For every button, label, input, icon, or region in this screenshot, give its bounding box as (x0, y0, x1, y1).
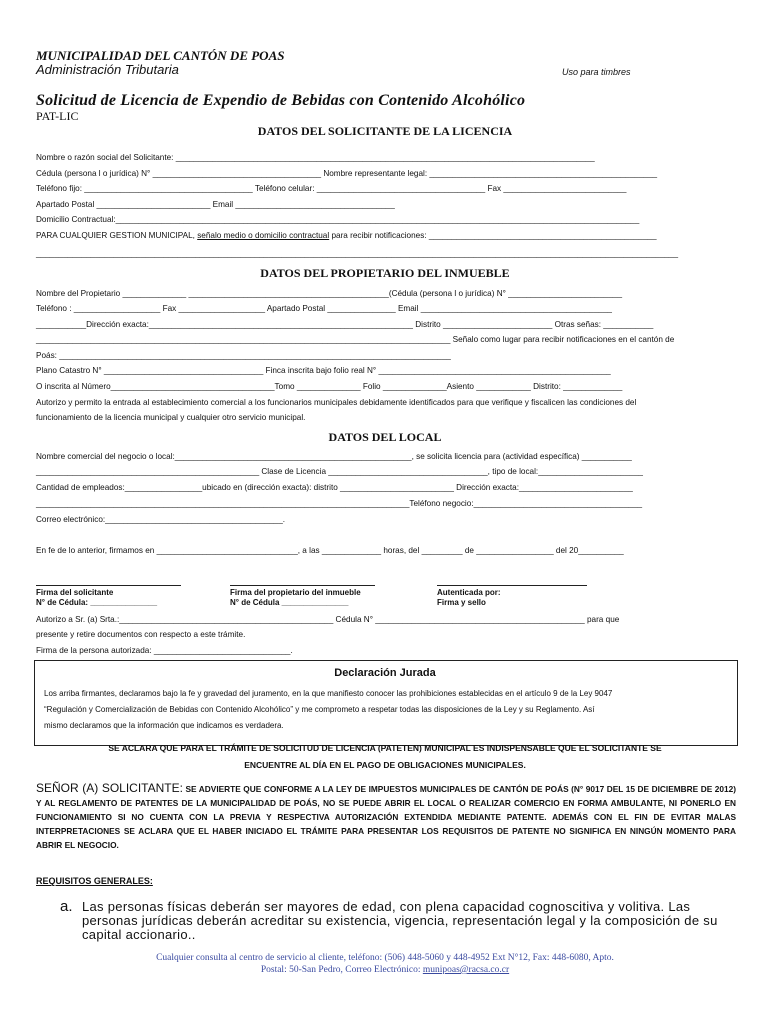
signature-line-applicant[interactable] (36, 585, 181, 586)
form-code: PAT-LIC (36, 109, 79, 123)
authorization-text-2: funcionamiento de la licencia municipal y cualquier otro servicio municipal. (36, 413, 306, 422)
declaration-line-3: mismo declaramos que la información que indicamos es verdadera. (44, 721, 284, 730)
notification-blank-line[interactable]: _____________________________________________________________________________________________________________________________________________ (36, 249, 679, 258)
signature-line-authenticated[interactable] (437, 585, 587, 586)
notification-address-field[interactable] (36, 230, 657, 241)
footer-email-link[interactable]: munipoas@racsa.co.cr (422, 965, 510, 975)
employees-field[interactable]: Cantidad de empleados:_________________ubicado en (dirección exacta): distrito _________________________ Dirección exacta:_________________________ (36, 483, 633, 492)
notice-line-2: ENCUENTRE AL DÍA EN EL PAGO DE OBLIGACIONES MUNICIPALES. (244, 760, 526, 770)
sworn-declaration-title: Declaración Jurada (334, 667, 436, 679)
declaration-line-1: Los arriba firmantes, declaramos bajo la fe y gravedad del juramento, en la que manifiesto conocer las prohibiciones establecidas en el artículo 9 de la Ley 9047 (44, 689, 613, 698)
business-email-field[interactable]: Correo electrónico:_______________________________________. (36, 515, 286, 524)
signature-applicant-title: Firma del solicitante (36, 588, 114, 597)
advisory-lead: SEÑOR (A) SOLICITANTE: (36, 781, 183, 795)
applicant-phone-field[interactable]: Teléfono fijo: _____________________________________ Teléfono celular: _____________________________________ Fax ___________________________ (36, 184, 627, 193)
applicant-id-field[interactable]: Cédula (persona l o jurídica) N° _____________________________________ Nombre representante legal: __________________________________________________ (36, 169, 658, 178)
footer-contact-line-2 (0, 964, 770, 976)
authorized-person-signature-field[interactable]: Firma de la persona autorizada: ______________________________. (36, 646, 293, 655)
signature-owner-id: N° de Cédula _______________ (230, 598, 349, 607)
signature-applicant-id: N° de Cédula: _______________ (36, 598, 158, 607)
signature-applicant-block (36, 588, 157, 608)
form-title: Solicitud de Licencia de Expendio de Bebidas con Contenido Alcohólico (36, 92, 526, 109)
declaration-line-2: “Regulación y Comercialización de Bebidas con Contenido Alcohólico” y me comprometo a respetar todas las disposiciones de la Ley y su Reglamento. Así (44, 705, 595, 714)
owner-contact-field[interactable]: Teléfono : ___________________ Fax ___________________ Apartado Postal _______________ Email __________________________________________ (36, 304, 612, 313)
notice-line-1: SE ACLARA QUE PARA EL TRÁMITE DE SOLICITUD DE LICENCIA (PATETEN) MUNICIPAL ES INDISPENSABLE QUE EL SOLICITANTE SE (108, 743, 662, 753)
section-owner-heading: DATOS DEL PROPIETARIO DEL INMUEBLE (260, 266, 510, 280)
authorized-person-field[interactable]: Autorizo a Sr. (a) Srta.:_______________________________________________ Cédula N° ______________________________________________ para que (36, 615, 620, 624)
municipality-name: MUNICIPALIDAD DEL CANTÓN DE POAS (36, 48, 285, 63)
owner-poas-field[interactable]: Poás: ______________________________________________________________________________________ (36, 351, 451, 360)
stamp-area-label: Uso para timbres (562, 67, 631, 77)
footer-contact-line-1: Cualquier consulta al centro de servicio al cliente, teléfono: (506) 448-5060 y 448-4952 Ext N°12, Fax: 448-6080, Apto. (156, 953, 614, 963)
requirement-item-a (60, 900, 740, 942)
cadastral-plan-field[interactable]: Plano Catastro N° ___________________________________ Finca inscrita bajo folio real N° ___________________________________________________ (36, 366, 611, 375)
signature-line-owner[interactable] (230, 585, 375, 586)
owner-name-field[interactable]: Nombre del Propietario ______________ ____________________________________________(Cédula (persona l o jurídica) N° _________________________ (36, 289, 622, 298)
applicant-name-field[interactable]: Nombre o razón social del Solicitante: ____________________________________________________________________________________________ (36, 153, 595, 162)
owner-notification-field[interactable]: ___________________________________________________________________________________________ Señalo como lugar para recibir notificaciones en el cantón de (36, 335, 675, 344)
signing-place-date-field[interactable]: En fe de lo anterior, firmamos en _______________________________, a las _____________ horas, del _________ de _________________ del 20__________ (36, 546, 624, 555)
section-local-heading: DATOS DEL LOCAL (328, 430, 442, 444)
business-name-field[interactable]: Nombre comercial del negocio o local:____________________________________________________, se solicita licencia para (actividad específica) ___________ (36, 452, 632, 461)
authorization-text-1: Autorizo y permito la entrada al establecimiento comercial a los funcionarios municipales debidamente identificados para que verifique y fiscalicen las condiciones del (36, 398, 637, 407)
requirement-item-a-letter: a. (60, 898, 73, 915)
applicant-postal-field[interactable]: Apartado Postal _________________________ Email ___________________________________ (36, 200, 395, 209)
section-applicant-heading: DATOS DEL SOLICITANTE DE LA LICENCIA (257, 124, 513, 138)
footer-contact-prefix: Postal: 50-San Pedro, Correo Electrónico: (260, 965, 423, 975)
authorized-person-scope: presente y retire documentos con respecto a este trámite. (36, 630, 246, 639)
signature-owner-title: Firma del propietario del inmueble (230, 588, 361, 597)
requirements-heading: REQUISITOS GENERALES: (36, 876, 153, 886)
license-class-field[interactable]: _________________________________________________ Clase de Licencia ___________________________________, tipo de local:_______________________ (36, 467, 643, 476)
signature-owner-block (230, 588, 361, 608)
advisory-text: SE ADVIERTE QUE CONFORME A LA LEY DE IMPUESTOS MUNICIPALES DE CANTÓN DE POÁS (N° 9017 DEL 15 DE DICIEMBRE DE 2012) Y AL REGLAMENTO DE PATENTES DE LA MUNICIPALIDAD DE POÁS, NO SE PUEDE ABRIR EL LOCAL O REALIZAR COMERCIO EN FORMA AMBULANTE, NI PONERLO EN FUNCIONAMIENTO SI NO CUENTA CON LA PREVIA Y RESPECTIVA AUTORIZACIÓN EXTENDIDA MEDIANTE PATENTE. ADEMÁS CON EL FIN DE EVITAR MALAS INTERPRETACIONES SE ACLARA QUE EL HABER INICIADO EL TRÁMITE PARA PRESENTAR LOS REQUISITOS DE PATENTE NO SIGNIFICA EN NINGÚN MOMENTO PARA ABRIR EL NEGOCIO. (36, 784, 737, 850)
business-phone-field[interactable]: __________________________________________________________________________________Teléfono negocio:_____________________________________ (36, 499, 643, 508)
signature-authenticated-title: Autenticada por: (437, 588, 501, 597)
applicant-address-field[interactable]: Domicilio Contractual:___________________________________________________________________________________________________________________ (36, 215, 640, 224)
advisory-paragraph (36, 781, 736, 852)
signature-authenticated-seal: Firma y sello (437, 598, 486, 607)
requirement-item-a-text: Las personas físicas deberán ser mayores de edad, con plena capacidad cognoscitiva y volitiva. Las personas jurídicas deberán acreditar su existencia, vigencia, representación legal y la composición de su capital accionario.. (82, 899, 718, 942)
notice-underlined: señalo medio o domicilio contractual (197, 231, 330, 240)
notice-prefix: PARA CUALQUIER GESTION MUNICIPAL, (36, 231, 198, 240)
registry-number-field[interactable]: O inscrita al Número____________________________________Tomo ______________ Folio ______________Asiento ____________ Distrito: _____________ (36, 382, 623, 391)
owner-address-field[interactable]: ___________Dirección exacta:__________________________________________________________ Distrito ________________________ Otras señas: ___________ (36, 320, 654, 329)
signature-authenticated-block (437, 588, 501, 608)
notice-suffix: para recibir notificaciones: __________________________________________________ (329, 231, 657, 240)
department-name: Administración Tributaria (36, 62, 179, 77)
